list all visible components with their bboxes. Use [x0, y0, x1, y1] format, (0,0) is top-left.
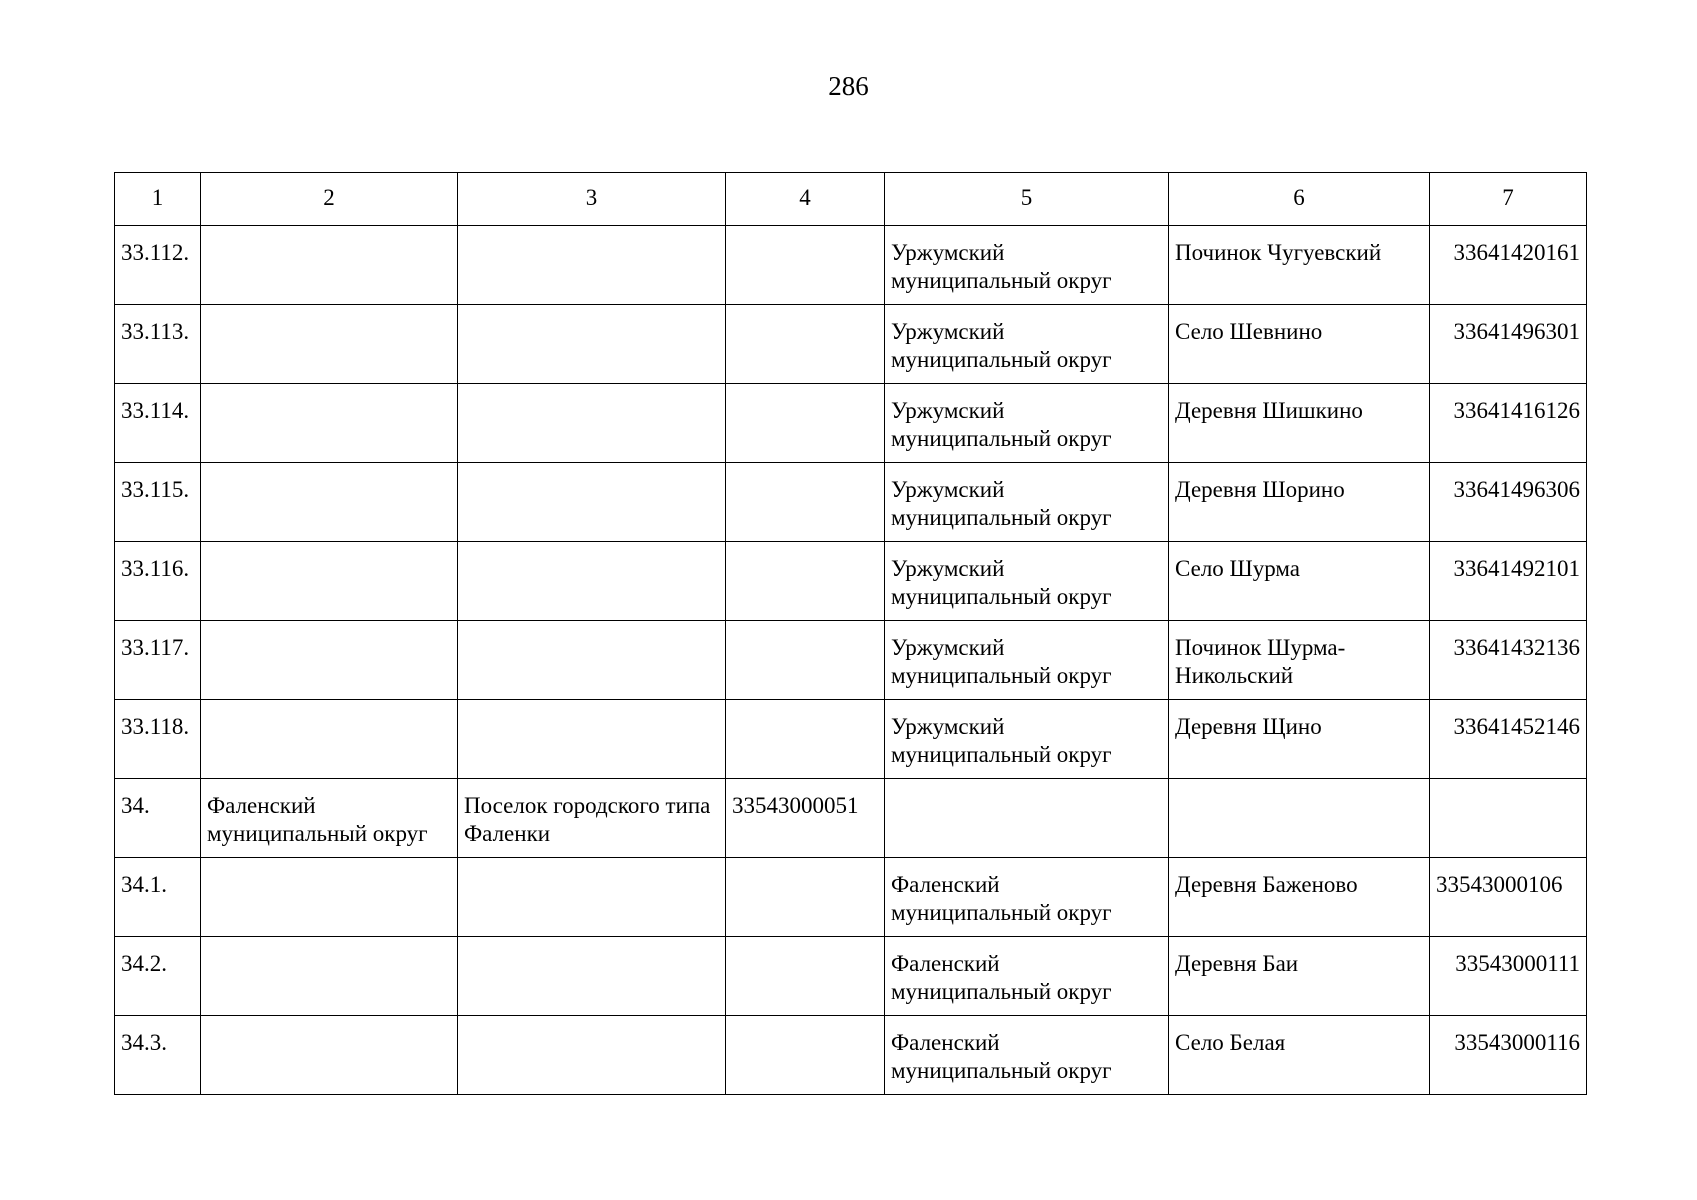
center-code-cell [726, 1016, 885, 1095]
center-name-cell [458, 305, 726, 384]
table-row [115, 542, 1587, 621]
municipality-cell: Уржумский муниципальный округ [885, 542, 1169, 621]
okato-code-cell: 33641420161 [1430, 226, 1587, 305]
okato-code-cell: 33543000106 [1430, 858, 1587, 937]
district-cell [201, 384, 458, 463]
municipality-cell: Фаленский муниципальный округ [885, 1016, 1169, 1095]
municipality-cell: Уржумский муниципальный округ [885, 226, 1169, 305]
district-cell [201, 858, 458, 937]
settlement-cell: Починок Чугуевский [1169, 226, 1430, 305]
center-name-cell: Поселок городского типа Фаленки [458, 779, 726, 858]
settlement-cell: Деревня Шишкино [1169, 384, 1430, 463]
row-number: 33.114. [115, 384, 201, 463]
row-number: 34.2. [115, 937, 201, 1016]
okato-code-cell: 33543000111 [1430, 937, 1587, 1016]
center-code-cell [726, 305, 885, 384]
district-cell [201, 305, 458, 384]
settlement-cell: Деревня Баи [1169, 937, 1430, 1016]
row-number: 33.112. [115, 226, 201, 305]
settlement-cell: Село Белая [1169, 1016, 1430, 1095]
column-header: 5 [885, 173, 1169, 226]
okato-code-cell: 33641416126 [1430, 384, 1587, 463]
municipality-cell: Уржумский муниципальный округ [885, 700, 1169, 779]
center-name-cell [458, 226, 726, 305]
center-name-cell [458, 1016, 726, 1095]
row-number: 33.115. [115, 463, 201, 542]
column-header: 2 [201, 173, 458, 226]
center-code-cell [726, 858, 885, 937]
okato-code-cell: 33641432136 [1430, 621, 1587, 700]
column-header: 1 [115, 173, 201, 226]
municipality-cell: Фаленский муниципальный округ [885, 858, 1169, 937]
center-code-cell [726, 542, 885, 621]
settlement-cell: Село Шевнино [1169, 305, 1430, 384]
settlements-table [114, 172, 1587, 1095]
row-number: 34. [115, 779, 201, 858]
table-row [115, 1016, 1587, 1095]
district-cell [201, 542, 458, 621]
center-code-cell [726, 937, 885, 1016]
row-number: 33.118. [115, 700, 201, 779]
settlement-cell: Деревня Щино [1169, 700, 1430, 779]
row-number: 33.117. [115, 621, 201, 700]
municipality-cell: Уржумский муниципальный округ [885, 305, 1169, 384]
okato-code-cell: 33641452146 [1430, 700, 1587, 779]
settlement-cell: Деревня Баженово [1169, 858, 1430, 937]
municipality-cell: Уржумский муниципальный округ [885, 463, 1169, 542]
municipality-cell: Уржумский муниципальный округ [885, 384, 1169, 463]
center-code-cell [726, 700, 885, 779]
okato-code-cell: 33641492101 [1430, 542, 1587, 621]
center-code-cell [726, 463, 885, 542]
settlement-cell: Деревня Шорино [1169, 463, 1430, 542]
district-cell [201, 937, 458, 1016]
center-name-cell [458, 621, 726, 700]
table-row [115, 621, 1587, 700]
table-row [115, 779, 1587, 858]
table-header-row [115, 173, 1587, 226]
okato-code-cell [1430, 779, 1587, 858]
table-row [115, 463, 1587, 542]
center-name-cell [458, 542, 726, 621]
row-number: 34.3. [115, 1016, 201, 1095]
column-header: 4 [726, 173, 885, 226]
okato-code-cell: 33543000116 [1430, 1016, 1587, 1095]
row-number: 34.1. [115, 858, 201, 937]
district-cell [201, 463, 458, 542]
settlement-cell [1169, 779, 1430, 858]
page-number: 286 [828, 71, 869, 101]
center-name-cell [458, 700, 726, 779]
municipality-cell: Уржумский муниципальный округ [885, 621, 1169, 700]
table-row [115, 937, 1587, 1016]
district-cell [201, 621, 458, 700]
settlement-cell: Село Шурма [1169, 542, 1430, 621]
okato-code-cell: 33641496301 [1430, 305, 1587, 384]
column-header: 3 [458, 173, 726, 226]
table-row [115, 226, 1587, 305]
center-code-cell [726, 384, 885, 463]
table-row [115, 305, 1587, 384]
row-number: 33.113. [115, 305, 201, 384]
district-cell [201, 1016, 458, 1095]
municipality-cell [885, 779, 1169, 858]
district-cell: Фаленский муниципальный округ [201, 779, 458, 858]
settlement-cell: Починок Шурма-Никольский [1169, 621, 1430, 700]
center-name-cell [458, 937, 726, 1016]
center-name-cell [458, 858, 726, 937]
table-row [115, 384, 1587, 463]
center-name-cell [458, 384, 726, 463]
row-number: 33.116. [115, 542, 201, 621]
district-cell [201, 700, 458, 779]
column-header: 7 [1430, 173, 1587, 226]
center-code-cell [726, 621, 885, 700]
table-row [115, 858, 1587, 937]
center-name-cell [458, 463, 726, 542]
okato-code-cell: 33641496306 [1430, 463, 1587, 542]
center-code-cell [726, 226, 885, 305]
municipality-cell: Фаленский муниципальный округ [885, 937, 1169, 1016]
district-cell [201, 226, 458, 305]
column-header: 6 [1169, 173, 1430, 226]
center-code-cell: 33543000051 [726, 779, 885, 858]
table-row [115, 700, 1587, 779]
